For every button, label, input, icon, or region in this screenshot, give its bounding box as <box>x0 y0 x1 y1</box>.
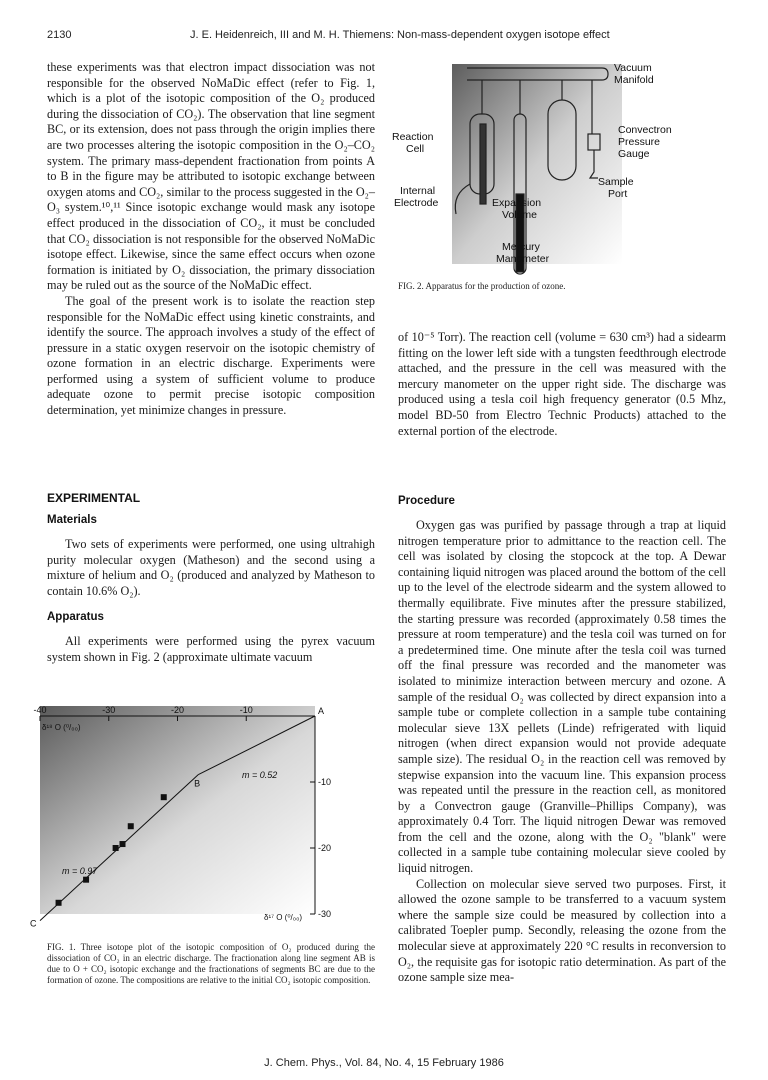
label-reaction-cell <box>392 131 436 155</box>
label-electrode: Electrode <box>394 197 439 209</box>
label-convectron-line2: Pressure <box>618 136 661 148</box>
fig1-y-axis-label: δ¹⁸ O (⁰/₀₀) <box>42 723 81 732</box>
journal-footer: J. Chem. Phys., Vol. 84, No. 4, 15 February 1986 <box>264 1057 504 1069</box>
label-vacuum: Vacuum <box>614 62 652 74</box>
goal-paragraph: The goal of the present work is to isolate the reaction step responsible for the NoMaDic effect using kinetic constraints, and identify the source. The approach involves a study of the effect of pressure in a static oxygen reservoir on the isotopic chemistry of ozone formation in an electric discharge. Experiments were performed using a system of sufficient volume to produce adequate ozone to permit precise isotopic composition determination, yet minimize changes in pressure. <box>47 293 375 418</box>
label-internal-electrode <box>394 185 439 209</box>
intro-paragraph: these experiments was that electron impact dissociation was not responsible for the observed NoMaDic effect (refer to Fig. 1, which is a plot of the isotopic composition of the O₂ produced during the dissociation of CO₂). The observation that line segment BC, or its extension, does not pass through the origin implies there are two processes altering the isotopic composition in the O₂–CO₂ system. The primary mass-dependent fractionation from points A to B in the figure may be attributed to isotopic exchange between oxygen atoms and CO₂, similar to the process suggested in the O₂–O₃ system.¹⁰,¹¹ Since isotopic exchange would mask any isotope effect produced in the dissociation of CO₂, it must be concluded that CO₂ dissociation is not responsible for the observed NoMaDic isotope effect. Likewise, since the same effect occurs when ozone formation is initiated by O₂ dissociation, the primary dissociation may be ruled out as the source of the NoMaDic effect. <box>47 60 375 293</box>
fig1-x-tick-label: -20 <box>170 705 185 715</box>
fig1-data-point <box>83 877 89 883</box>
fig1-x-axis-label: δ¹⁷ O (⁰/₀₀) <box>264 913 303 922</box>
apparatus-paragraph: All experiments were performed using the pyrex vacuum system shown in Fig. 2 (approximate ultimate vacuum <box>47 634 375 664</box>
fig1-caption: FIG. 1. Three isotope plot of the isotopic composition of O₂ produced during the dissociation of CO₂ in an electric discharge. The fractionation along line segment AB is due to O + CO₂ isotopic exchange and the fractionations of segments BC are due to the formation of ozone. The compositions are relative to the initial CO₂ isotopic composition. <box>47 942 375 985</box>
label-cell: Cell <box>406 143 425 155</box>
left-column <box>47 60 375 419</box>
fig1-data-point <box>128 823 134 829</box>
label-mercury: Mercury <box>502 241 540 253</box>
label-manifold: Manifold <box>614 74 654 86</box>
fig1-slope-bc: m = 0.97 <box>62 866 98 876</box>
heading-materials: Materials <box>47 514 97 526</box>
label-sample: Sample <box>598 176 634 188</box>
fig1-data-point <box>120 841 126 847</box>
fig1-chart <box>30 705 380 932</box>
fig1-y-tick-label: -20 <box>318 843 332 853</box>
label-convectron-line1: Convectron <box>618 124 672 136</box>
fig2-caption: FIG. 2. Apparatus for the production of ozone. <box>398 281 566 291</box>
internal-electrode <box>480 124 486 204</box>
running-title: J. E. Heidenreich, III and M. H. Thiemens: Non-mass-dependent oxygen isotope effect <box>190 29 610 41</box>
heading-experimental: EXPERIMENTAL <box>47 491 141 505</box>
label-manometer: Manometer <box>496 253 550 265</box>
fig1-slope-ab: m = 0.52 <box>242 770 278 780</box>
label-mercury-manometer <box>496 241 550 265</box>
collection-paragraph: Collection on molecular sieve served two purposes. First, it allowed the ozone sample to be transferred to a vacuum system where the sample size could be measured by collection into a calibrated Toepler pump. Secondly, releasing the ozone from the molecular sieve at approximately 220 °C results in reconversion to O₂, the requisite gas for isotopic ratio determination. As part of the ozone sample size mea- <box>398 876 726 985</box>
heading-procedure: Procedure <box>398 495 455 507</box>
fig2-background <box>452 64 622 264</box>
heading-apparatus: Apparatus <box>47 611 104 623</box>
materials-paragraph: Two sets of experiments were performed, one using ultrahigh purity molecular oxygen (Matheson) and the second using a mixture of helium and O₂ (produced and analyzed by Matheson to contain 10.6% O₂). <box>47 537 375 598</box>
label-volume: Volume <box>502 209 538 221</box>
fig1-point-label-b: B <box>194 778 201 789</box>
fig1-point-label-c: C <box>30 918 37 929</box>
label-vacuum-manifold <box>614 62 655 86</box>
fig1-point-label-a: A <box>318 706 325 716</box>
fig1-y-tick-label: -10 <box>318 777 332 787</box>
fig1-x-tick-label: -30 <box>102 705 116 715</box>
apparatus-continued: of 10⁻⁵ Torr). The reaction cell (volume = 630 cm³) had a sidearm fitting on the lower left side with a tungsten feedthrough electrode attached, and the pressure in the cell was measured with the mercury manometer on the upper right side. The discharge was produced using a tesla coil high frequency generator (0.5 Mhz, model BD-50 from Electro Technic Products) attached to the external portion of the electrode. <box>398 330 726 438</box>
right-column-procedure <box>398 518 726 986</box>
page-number: 2130 <box>47 29 72 41</box>
label-expansion: Expansion <box>492 197 542 209</box>
apparatus-block <box>47 634 375 665</box>
fig1-data-point <box>161 794 167 800</box>
materials-block <box>47 537 375 599</box>
label-internal: Internal <box>400 185 436 197</box>
label-reaction: Reaction <box>392 131 434 143</box>
label-port: Port <box>608 188 628 200</box>
fig1-x-tick-label: -40 <box>33 705 47 715</box>
fig2-apparatus <box>392 54 728 280</box>
fig1-x-tick-label: -10 <box>239 705 253 715</box>
fig1-data-point <box>113 845 119 851</box>
label-convectron <box>618 124 675 160</box>
label-convectron-line3: Gauge <box>618 148 650 160</box>
fig1-y-tick-label: -30 <box>318 909 332 919</box>
procedure-paragraph: Oxygen gas was purified by passage through a trap at liquid nitrogen temperature prior to admittance to the reaction cell. The cell was isolated by closing the stopcock at the top. A Dewar containing liquid nitrogen was placed around the bottom of the cell up to the level of the electrode sidearm and the system allowed to thermally equilibrate. Five minutes after the pressure stabilized, the starting pressure was recorded (approximately 0.58 times the pressure at room temperature) and the tesla coil was turned on for a predetermined time. One minute after the tesla coil was turned off the final pressure was recorded and the manometer was isolated to minimize interaction between mercury and ozone. A sample of the residual O₂ was collected by direct expansion into a sample tube or complete collection in a sample tube containing molecular sieve 13X pellets (Linde) refrigerated with liquid nitrogen (when direct expansion would not provide adequate sample size). The residual O₂ in the reaction cell was removed by stepwise expansion into the vacuum line. This expansion process was repeated until the pressure in the reaction cell, as monitored by a Convectron gauge (Granville–Phillips Company), was approximately 0.4 Torr. The liquid nitrogen Dewar was removed from the cell and the ozone, along with the O₂ "blank" were collected in a sample tube containing molecular sieve cooled by liquid nitrogen. <box>398 518 726 876</box>
fig1-data-point <box>56 900 62 906</box>
right-column-top <box>398 330 726 439</box>
